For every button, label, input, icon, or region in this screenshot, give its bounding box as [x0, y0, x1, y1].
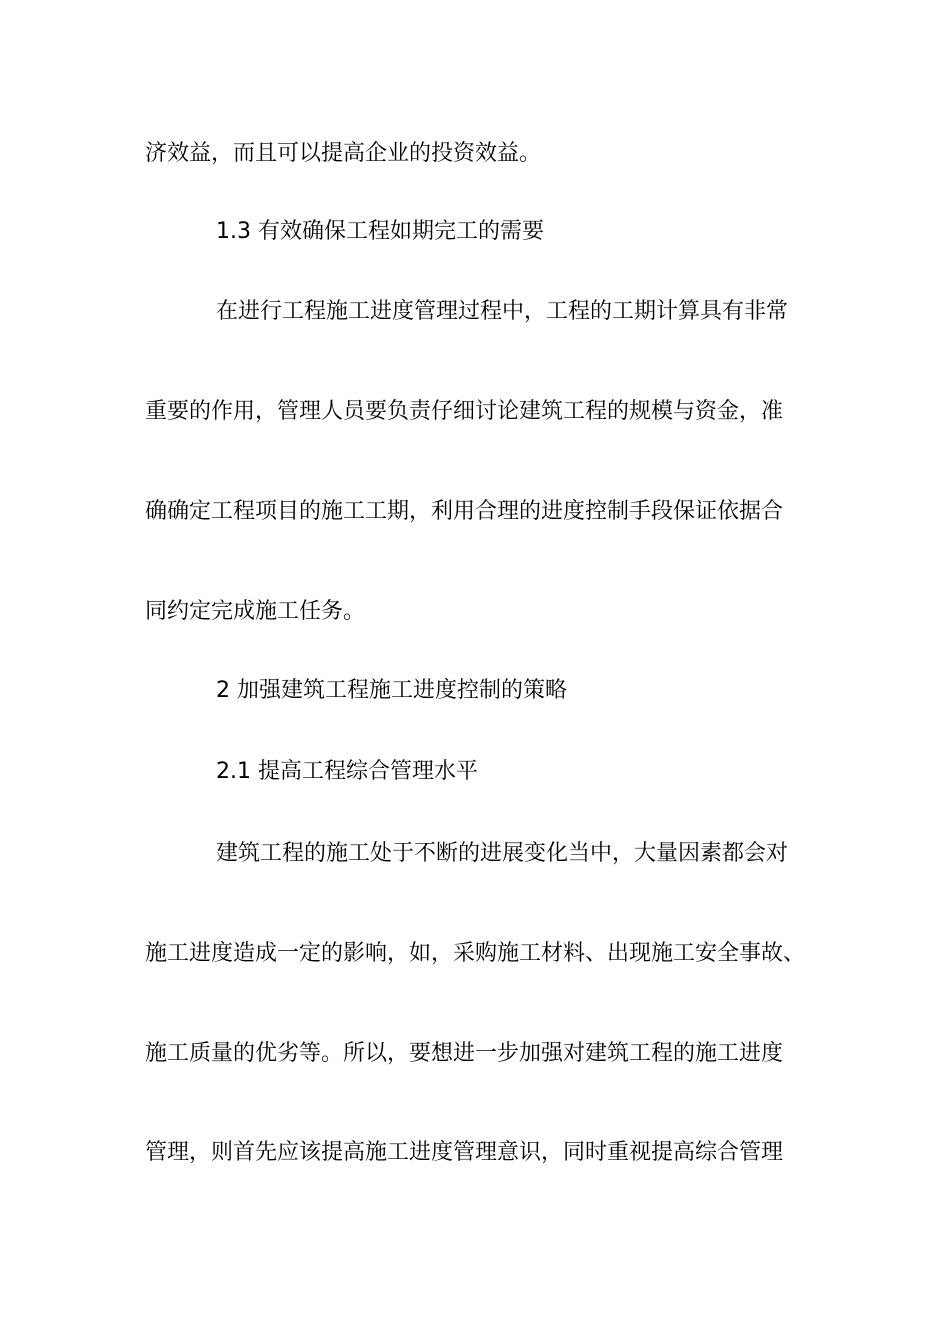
paragraph-line: 确确定工程项目的施工工期，利用合理的进度控制手段保证依据合: [145, 499, 784, 524]
paragraph-line: 施工进度造成一定的影响，如，采购施工材料、出现施工安全事故、: [145, 941, 806, 966]
section-heading: 2.1 提高工程综合管理水平: [216, 759, 478, 784]
paragraph-line: 在进行工程施工进度管理过程中，工程的工期计算具有非常: [216, 299, 789, 324]
paragraph-line: 济效益，而且可以提高企业的投资效益。: [145, 141, 542, 166]
paragraph-line: 施工质量的优劣等。所以，要想进一步加强对建筑工程的施工进度: [145, 1041, 784, 1066]
paragraph-line: 重要的作用，管理人员要负责仔细讨论建筑工程的规模与资金，准: [145, 399, 784, 424]
section-heading: 2 加强建筑工程施工进度控制的策略: [216, 678, 567, 703]
paragraph-line: 建筑工程的施工处于不断的进展变化当中，大量因素都会对: [216, 841, 789, 866]
paragraph-line: 同约定完成施工任务。: [145, 599, 366, 624]
paragraph-line: 管理，则首先应该提高施工进度管理意识，同时重视提高综合管理: [145, 1140, 784, 1165]
section-heading: 1.3 有效确保工程如期完工的需要: [216, 219, 544, 244]
